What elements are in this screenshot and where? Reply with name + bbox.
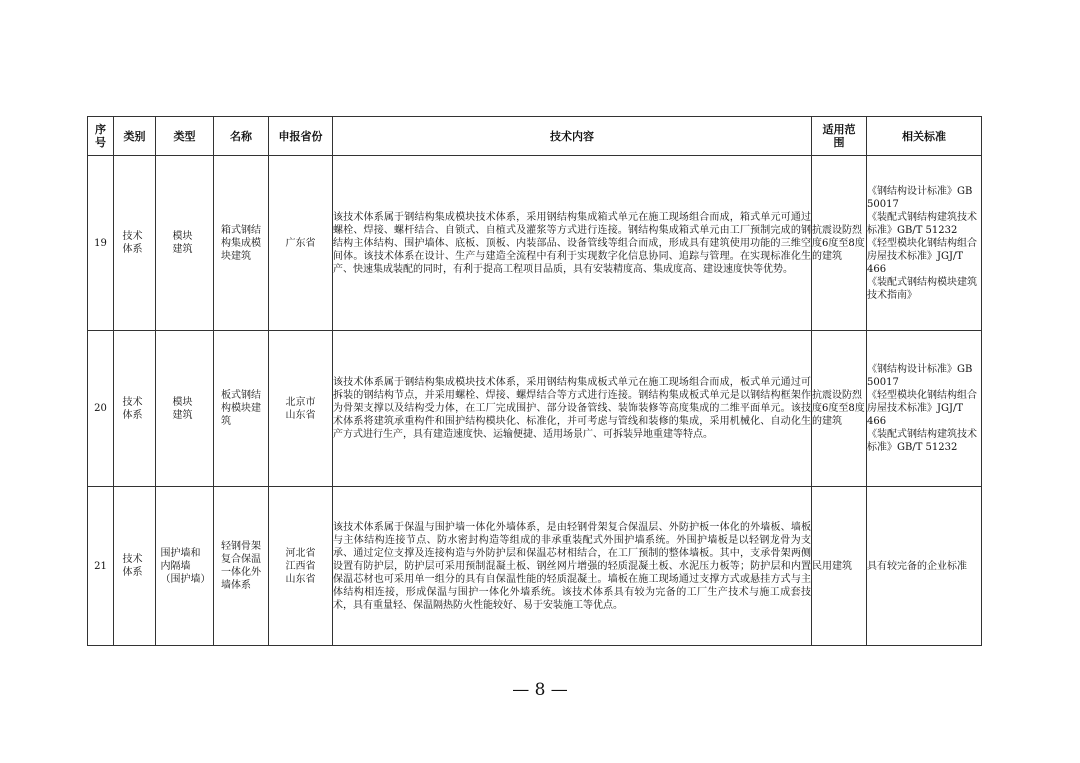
row-standards: 具有较完备的企业标准	[867, 487, 982, 646]
row-content: 该技术体系属于钢结构集成模块技术体系，采用钢结构集成箱式单元在施工现场组合而成，箱式单元可通过螺栓、焊接、螺杆结合、自锁式、自植式及灌浆等方式进行连接。钢结构集成箱式单元由工厂预制完成的钢结构主体结构、围护墙体、底板、顶板、内装部品、设备管线等组合而成，形成具有建筑使用功能的三维空间体。该技术体系在设计、生产与建造全流程中有利于实现数字化信息协同、追踪与管理。在实现标准化生产、快速集成装配的同时，有利于提高工程项目品质，具有安装精度高、集成度高、建设速度快等优势。	[333, 156, 812, 331]
row-type	[156, 156, 214, 331]
row-category	[114, 156, 156, 331]
header-name: 名称	[214, 117, 269, 156]
row-name-text: 板式钢结构模块建筑	[221, 390, 261, 427]
row-seq: 21	[88, 487, 114, 646]
page-number: — 8 —	[512, 680, 568, 700]
row-scope: 抗震设防烈度6度至8度的建筑	[812, 156, 867, 331]
header-category: 类别	[114, 117, 156, 156]
row-category	[114, 487, 156, 646]
row-seq: 20	[88, 331, 114, 487]
table-row	[88, 331, 982, 487]
row-category-text: 技术体系	[122, 231, 143, 255]
header-standards: 相关标准	[867, 117, 982, 156]
row-type	[156, 331, 214, 487]
row-standards: 《钢结构设计标准》GB 50017 《轻型模块化钢结构组合房屋技术标准》JGJ/T 466 《装配式钢结构建筑技术标准》GB/T 51232	[867, 331, 982, 487]
row-scope: 民用建筑	[812, 487, 867, 646]
row-content: 该技术体系属于钢结构集成模块技术体系，采用钢结构集成板式单元在施工现场组合而成，板式单元通过可拆装的钢结构节点，并采用螺栓、焊接、螺焊结合等方式进行连接。钢结构集成板式单元是以钢结构框架作为骨架支撑以及结构受力体，在工厂完成围护、部分设备管线、装饰装修等高度集成的二维平面单元。该技术体系将建筑承重构件和围护结构模块化、标准化，并可考虑与管线和装修的集成，采用机械化、自动化生产方式进行生产，具有建造速度快、运输便捷、适用场景广、可拆装异地重建等特点。	[333, 331, 812, 487]
header-type: 类型	[156, 117, 214, 156]
row-type-text: 模块建筑	[172, 396, 193, 421]
row-name-text: 轻钢骨架复合保温一体化外墙体系	[221, 541, 261, 591]
row-province: 河北省 江西省 山东省	[269, 487, 333, 646]
row-content: 该技术体系属于保温与围护墙一体化外墙体系，是由轻钢骨架复合保温层、外防护板一体化的外墙板、墙板与主体结构连接节点、防水密封构造等组成的非承重装配式外围护墙系统。外围护墙板是以轻钢龙骨为支承、通过定位支撑及连接构造与外防护层和保温芯材相结合，在工厂预制的整体墙板。其中，支承骨架两侧设置有防护层，防护层可采用预制混凝土板、钢丝网片增强的轻质混凝土板、水泥压力板等；防护层和内置保温芯材也可采用单一组分的具有自保温性能的轻质混凝土。墙板在施工现场通过支撑方式或悬挂方式与主体结构相连接，形成保温与围护一体化外墙系统。该技术体系具有较为完备的工厂生产技术与施工成套技术，具有重量轻、保温隔热防火性能较好、易于安装施工等优点。	[333, 487, 812, 646]
technology-table	[87, 116, 982, 646]
header-content: 技术内容	[333, 117, 812, 156]
row-name	[214, 156, 269, 331]
header-scope: 适用范围	[812, 117, 867, 156]
table-header-row	[88, 117, 982, 156]
row-name	[214, 487, 269, 646]
table-row	[88, 156, 982, 331]
table-row	[88, 487, 982, 646]
header-seq: 序号	[88, 117, 114, 156]
row-type-text: 围护墙和内隔墙（围护墙）	[160, 547, 211, 585]
row-province: 广东省	[269, 156, 333, 331]
row-province: 北京市 山东省	[269, 331, 333, 487]
header-province: 申报省份	[269, 117, 333, 156]
row-category-text: 技术体系	[122, 554, 143, 578]
row-type-text: 模块建筑	[172, 231, 193, 255]
row-name-text: 箱式钢结构集成模块建筑	[221, 224, 261, 262]
row-category	[114, 331, 156, 487]
row-standards: 《钢结构设计标准》GB 50017 《装配式钢结构建筑技术标准》GB/T 51232 《轻型模块化钢结构组合房屋技术标准》JGJ/T 466 《装配式钢结构模块建筑技术指南》	[867, 156, 982, 331]
row-scope: 抗震设防烈度6度至8度的建筑	[812, 331, 867, 487]
row-seq: 19	[88, 156, 114, 331]
row-category-text: 技术体系	[122, 396, 143, 421]
row-type	[156, 487, 214, 646]
row-name	[214, 331, 269, 487]
